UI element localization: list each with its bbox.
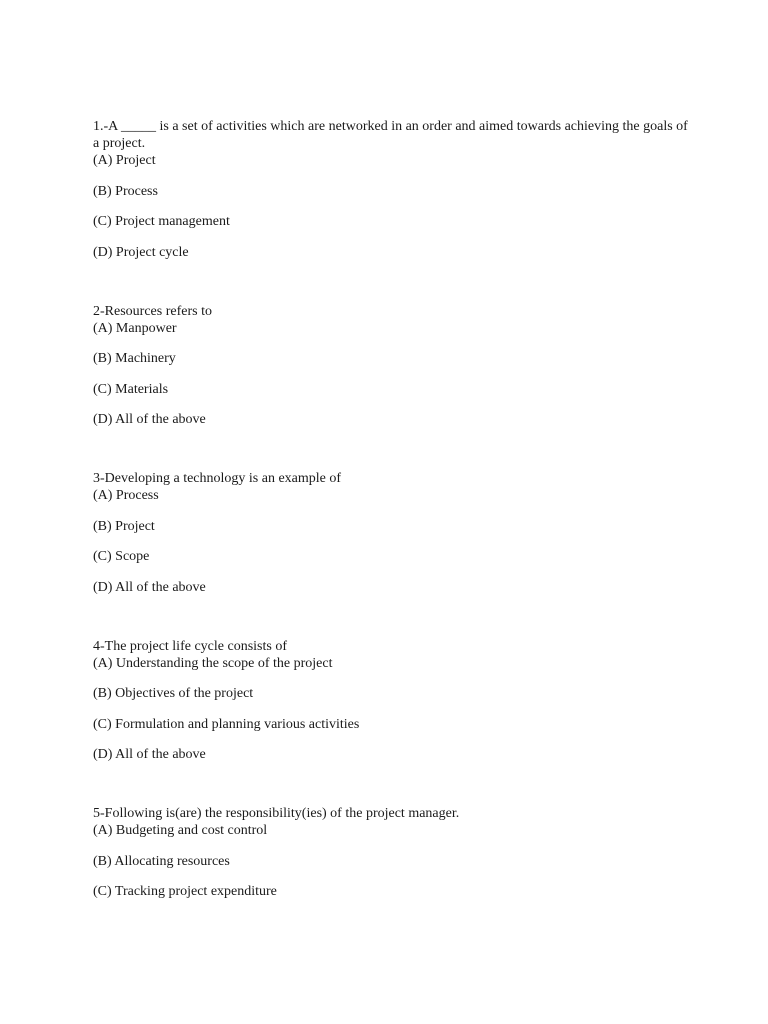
- option-a: (A) Budgeting and cost control: [93, 823, 268, 838]
- document-page: [93, 118, 693, 942]
- option-b: (B) Objectives of the project: [93, 686, 254, 701]
- option-b: (B) Machinery: [93, 351, 176, 366]
- option-d: (D) All of the above: [93, 747, 206, 762]
- question-stem: 5-Following is(are) the responsibility(ies) of the project manager.: [93, 806, 460, 821]
- question-stem: 3-Developing a technology is an example of: [93, 471, 342, 486]
- option-a: (A) Project: [93, 153, 156, 168]
- option-a: (A) Understanding the scope of the project: [93, 655, 333, 671]
- option-d: (D) All of the above: [93, 412, 206, 427]
- question-3: [93, 470, 693, 596]
- question-4: [93, 638, 693, 764]
- option-d: (D) Project cycle: [93, 244, 189, 260]
- option-c: (C) Tracking project expenditure: [93, 884, 277, 899]
- question-2: [93, 303, 693, 429]
- option-c: (C) Formulation and planning various activities: [93, 716, 360, 732]
- option-c: (C) Scope: [93, 549, 150, 564]
- option-c: (C) Materials: [93, 381, 169, 397]
- option-a: (A) Process: [93, 488, 159, 503]
- question-stem: 1.-A _____ is a set of activities which are networked in an order and aimed towards achieving the goals of a project.: [93, 119, 688, 151]
- question-stem: 4-The project life cycle consists of: [93, 638, 287, 654]
- question-stem: 2-Resources refers to: [93, 303, 212, 319]
- question-1: [93, 118, 693, 261]
- option-b: (B) Process: [93, 183, 158, 199]
- option-c: (C) Project management: [93, 214, 230, 229]
- question-5: [93, 805, 693, 900]
- option-b: (B) Allocating resources: [93, 853, 230, 869]
- option-b: (B) Project: [93, 518, 155, 534]
- option-a: (A) Manpower: [93, 320, 177, 336]
- option-d: (D) All of the above: [93, 579, 206, 595]
